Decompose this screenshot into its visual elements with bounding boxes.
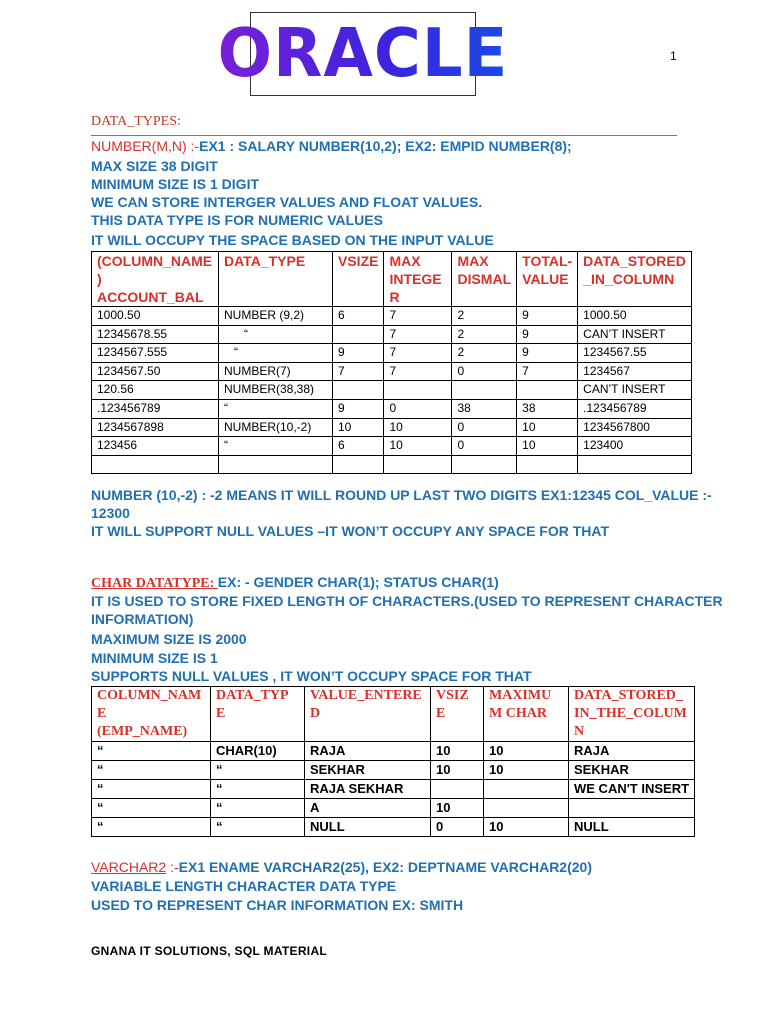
table-cell: 123400 (578, 437, 692, 456)
table-cell: “ (211, 818, 305, 837)
table-cell: “ (219, 325, 333, 344)
table-cell: 0 (384, 399, 452, 418)
table-cell: 10 (431, 742, 484, 761)
number-note-line: IT WILL SUPPORT NULL VALUES –IT WON’T OCCUPY ANY SPACE FOR THAT (91, 523, 610, 539)
char-line: IT IS USED TO STORE FIXED LENGTH OF CHARACTERS.(USED TO REPRESENT CHARACTER (91, 593, 723, 609)
table-row (92, 455, 692, 474)
table-cell: 1234567.50 (92, 362, 219, 381)
table-row (92, 362, 692, 381)
table-cell: 7 (384, 344, 452, 363)
table-row (92, 742, 695, 761)
table-cell (569, 799, 695, 818)
table-row (92, 761, 695, 780)
table-cell (452, 381, 517, 400)
table-cell: 10 (431, 761, 484, 780)
table-cell: “ (92, 742, 211, 761)
table-header-cell: COLUMN_NAM E (EMP_NAME) (92, 687, 211, 742)
varchar-lead-line (91, 858, 592, 876)
table-cell: 2 (452, 307, 517, 326)
table-cell: 0 (452, 437, 517, 456)
table-cell: 1000.50 (92, 307, 219, 326)
table-cell: CHAR(10) (211, 742, 305, 761)
varchar-lead-sep: :- (166, 859, 179, 875)
table-cell (333, 455, 384, 474)
table-cell: SEKHAR (305, 761, 431, 780)
table-cell: 10 (484, 761, 569, 780)
table-cell: “ (92, 799, 211, 818)
table-header-row (92, 687, 695, 742)
table-header-cell: DATA_STORED _IN_COLUMN (578, 252, 692, 307)
table-cell: 10 (431, 799, 484, 818)
number-note-line: NUMBER (10,-2) : -2 MEANS IT WILL ROUND UP LAST TWO DIGITS EX1:12345 COL_VALUE :- (91, 487, 712, 503)
table-cell: NULL (305, 818, 431, 837)
table-cell: 9 (517, 307, 578, 326)
table-cell: CAN’T INSERT (578, 325, 692, 344)
table-header-cell: DATA_TYPE (219, 252, 333, 307)
number-line: IT WILL OCCUPY THE SPACE BASED ON THE INPUT VALUE (91, 232, 494, 248)
table-cell: 7 (384, 307, 452, 326)
table-cell: NUMBER(38,38) (219, 381, 333, 400)
table-cell: RAJA SEKHAR (305, 780, 431, 799)
table-cell (333, 381, 384, 400)
table-row (92, 307, 692, 326)
varchar-lead-label: VARCHAR2 (91, 859, 167, 875)
table-cell: 10 (484, 818, 569, 837)
header-rule (91, 135, 677, 136)
table-cell: “ (219, 399, 333, 418)
char-line: MAXIMUM SIZE IS 2000 (91, 631, 247, 647)
number-line: MINIMUM SIZE IS 1 DIGIT (91, 176, 260, 192)
table-cell: CAN’T INSERT (578, 381, 692, 400)
table-header-cell: DATA_TYP E (211, 687, 305, 742)
table-cell: 9 (333, 344, 384, 363)
table-row (92, 818, 695, 837)
table-cell: 7 (517, 362, 578, 381)
table-header-cell: (COLUMN_NAME ) ACCOUNT_BAL (92, 252, 219, 307)
table-cell: “ (92, 780, 211, 799)
table-cell (219, 455, 333, 474)
table-cell: “ (92, 818, 211, 837)
table-cell: 38 (517, 399, 578, 418)
table-header-cell: VALUE_ENTERE D (305, 687, 431, 742)
table-row (92, 399, 692, 418)
table-cell: .123456789 (578, 399, 692, 418)
number-lead-line (91, 137, 572, 155)
table-header-cell: VSIZ E (431, 687, 484, 742)
table-cell: 0 (452, 362, 517, 381)
table-cell: 2 (452, 325, 517, 344)
number-lead-label: NUMBER(M,N) :- (91, 138, 200, 154)
table-cell: 10 (333, 418, 384, 437)
varchar-lead-text: EX1 ENAME VARCHAR2(25), EX2: DEPTNAME VARCHAR2(20) (178, 859, 592, 875)
table-cell: “ (211, 780, 305, 799)
table-cell: 1234567898 (92, 418, 219, 437)
table-cell: “ (92, 761, 211, 780)
table-cell: 7 (333, 362, 384, 381)
table-cell: 10 (517, 437, 578, 456)
table-cell: 1000.50 (578, 307, 692, 326)
table-header-cell: MAX DISMAL (452, 252, 517, 307)
number-table (91, 251, 692, 474)
table-cell (517, 455, 578, 474)
section-title: DATA_TYPES: (91, 114, 181, 129)
table-cell (431, 780, 484, 799)
table-cell (384, 381, 452, 400)
table-cell: “ (219, 344, 333, 363)
page-number: 1 (670, 49, 677, 63)
table-header-cell: VSIZE (333, 252, 384, 307)
table-cell: A (305, 799, 431, 818)
table-cell (484, 799, 569, 818)
table-cell: 9 (517, 325, 578, 344)
table-cell: 6 (333, 307, 384, 326)
table-cell: WE CAN'T INSERT (569, 780, 695, 799)
varchar-line: USED TO REPRESENT CHAR INFORMATION EX: SMITH (91, 897, 464, 913)
table-cell: 1234567800 (578, 418, 692, 437)
table-row (92, 799, 695, 818)
table-cell: 120.56 (92, 381, 219, 400)
char-line: INFORMATION) (91, 611, 194, 627)
table-cell: 12345678.55 (92, 325, 219, 344)
table-cell (384, 455, 452, 474)
table-row (92, 344, 692, 363)
table-cell: 7 (384, 325, 452, 344)
char-lead-line (91, 573, 499, 593)
char-line: MINIMUM SIZE IS 1 (91, 650, 218, 666)
number-line: THIS DATA TYPE IS FOR NUMERIC VALUES (91, 212, 383, 228)
table-header-cell: MAX INTEGE R (384, 252, 452, 307)
oracle-logo (217, 12, 509, 96)
table-cell: 10 (484, 742, 569, 761)
table-row (92, 381, 692, 400)
table-cell: NUMBER (9,2) (219, 307, 333, 326)
table-header-row (92, 252, 692, 307)
table-cell: .123456789 (92, 399, 219, 418)
table-cell: 9 (517, 344, 578, 363)
table-header-cell: TOTAL- VALUE (517, 252, 578, 307)
table-cell: 7 (384, 362, 452, 381)
table-cell: 6 (333, 437, 384, 456)
table-cell: 1234567 (578, 362, 692, 381)
char-table (91, 686, 695, 837)
table-cell: NUMBER(7) (219, 362, 333, 381)
table-cell (578, 455, 692, 474)
table-header-cell: DATA_STORED_ IN_THE_COLUM N (569, 687, 695, 742)
number-line: MAX SIZE 38 DIGIT (91, 158, 218, 174)
number-lead-text: EX1 : SALARY NUMBER(10,2); EX2: EMPID NUMBER(8); (199, 138, 572, 154)
table-cell: RAJA (569, 742, 695, 761)
table-row (92, 325, 692, 344)
table-cell: 1234567.55 (578, 344, 692, 363)
table-cell: “ (211, 761, 305, 780)
table-cell: 10 (517, 418, 578, 437)
table-row (92, 437, 692, 456)
char-lead-label: CHAR DATATYPE: (91, 576, 218, 591)
logo-text: ORACLE (217, 15, 509, 93)
varchar-line: VARIABLE LENGTH CHARACTER DATA TYPE (91, 878, 397, 894)
table-cell: 2 (452, 344, 517, 363)
number-line: WE CAN STORE INTERGER VALUES AND FLOAT VALUES. (91, 194, 483, 210)
table-cell: 123456 (92, 437, 219, 456)
table-cell: 10 (384, 437, 452, 456)
table-cell: RAJA (305, 742, 431, 761)
table-cell: 1234567.555 (92, 344, 219, 363)
table-cell: 10 (384, 418, 452, 437)
table-cell: 0 (431, 818, 484, 837)
table-cell (517, 381, 578, 400)
table-cell: 0 (452, 418, 517, 437)
table-cell: “ (211, 799, 305, 818)
table-cell: “ (219, 437, 333, 456)
table-cell: SEKHAR (569, 761, 695, 780)
table-cell (452, 455, 517, 474)
number-note-line: 12300 (91, 505, 130, 521)
table-cell (333, 325, 384, 344)
char-line: SUPPORTS NULL VALUES , IT WON’T OCCUPY SPACE FOR THAT (91, 668, 532, 684)
table-cell: 38 (452, 399, 517, 418)
char-lead-text: EX: - GENDER CHAR(1); STATUS CHAR(1) (217, 574, 499, 590)
table-header-cell: MAXIMU M CHAR (484, 687, 569, 742)
table-row (92, 780, 695, 799)
table-row (92, 418, 692, 437)
table-cell: NUMBER(10,-2) (219, 418, 333, 437)
table-cell (484, 780, 569, 799)
table-cell: NULL (569, 818, 695, 837)
table-cell (92, 455, 219, 474)
page-footer: GNANA IT SOLUTIONS, SQL MATERIAL (91, 944, 328, 958)
table-cell: 9 (333, 399, 384, 418)
